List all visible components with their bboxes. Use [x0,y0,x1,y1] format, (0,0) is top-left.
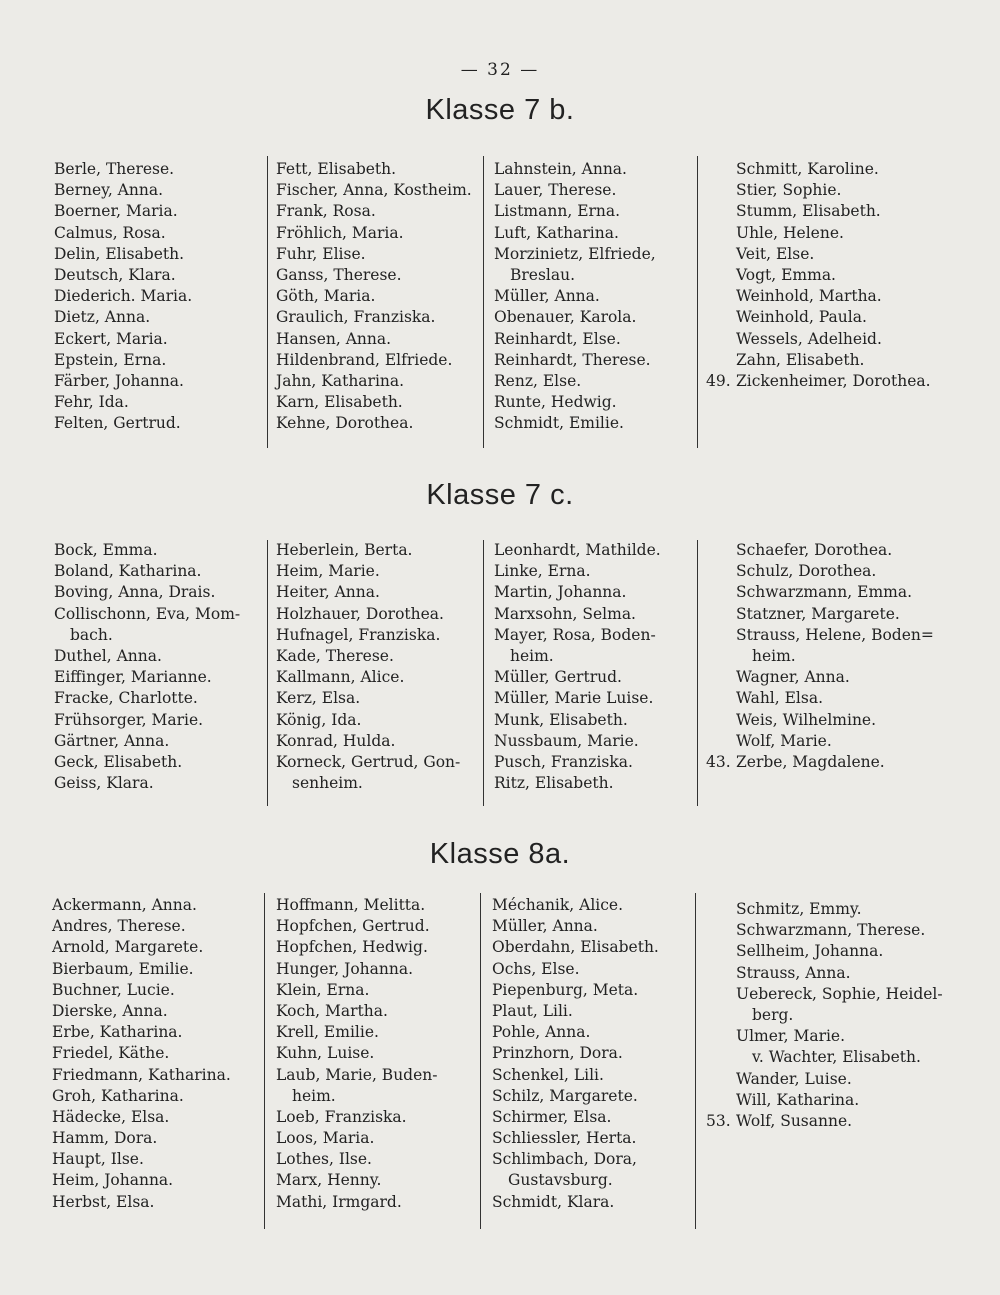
student-entry: Schmitt, Karoline. [736,160,879,178]
student-entry: Frühsorger, Marie. [54,710,204,729]
student-entry: Kerz, Elsa. [276,689,361,708]
name-column [54,540,240,794]
student-entry: Geiss, Klara. [54,774,154,793]
student-entry: Andres, Therese. [52,917,186,936]
student-entry: Reinhardt, Else. [494,329,621,348]
student-entry: senheim. [292,774,363,793]
student-entry: Leonhardt, Mathilde. [494,541,661,559]
student-entry: Schilz, Margarete. [492,1086,638,1105]
student-entry: Kehne, Dorothea. [276,414,414,433]
student-entry: Hildenbrand, Elfriede. [276,350,453,369]
section-title-7c: Klasse 7 c. [426,479,574,511]
student-entry: Lahnstein, Anna. [494,160,627,178]
student-entry: Schmitz, Emmy. [736,900,862,918]
student-entry [706,371,931,392]
name-column [54,159,192,434]
student-entry: Listmann, Erna. [494,202,621,221]
section-title-8a: Klasse 8a. [429,838,571,870]
student-entry: Wahl, Elsa. [736,689,824,708]
student-entry: Haupt, Ilse. [52,1150,144,1169]
student-entry: Mathi, Irmgard. [276,1192,402,1211]
student-entry: heim. [752,646,796,665]
student-entry: Herbst, Elsa. [52,1192,155,1211]
rule-7c-3 [697,540,698,806]
name-column [706,159,931,392]
student-entry: Obenauer, Karola. [494,308,637,327]
student-entry: Hoffmann, Melitta. [276,896,426,914]
student-entry: Vogt, Emma. [736,265,836,284]
student-entry: Jahn, Katharina. [276,371,405,390]
student-entry: Marxsohn, Selma. [494,604,636,623]
student-entry: Berle, Therese. [54,160,175,178]
student-entry: Fracke, Charlotte. [54,689,198,708]
student-entry: Ackermann, Anna. [52,896,197,914]
student-entry: Fischer, Anna, Kostheim. [276,181,472,200]
student-entry: Wolf, Marie. [736,731,832,750]
student-entry: heim. [292,1086,336,1105]
student-entry: Loos, Maria. [276,1129,375,1148]
student-entry: Dietz, Anna. [54,308,151,327]
student-entry: Schulz, Dorothea. [736,562,877,581]
student-entry: Breslau. [510,265,576,284]
student-entry: Gärtner, Anna. [54,731,170,750]
student-entry: Boerner, Maria. [54,202,178,221]
student-entry: Lothes, Ilse. [276,1150,372,1169]
student-entry: Diederich. Maria. [54,287,193,306]
student-entry: Lauer, Therese. [494,181,617,200]
student-entry: Marx, Henny. [276,1171,382,1190]
student-entry: berg. [752,1005,794,1024]
name-column [492,895,659,1213]
student-entry: Hädecke, Elsa. [52,1107,170,1126]
student-entry: Felten, Gertrud. [54,414,181,433]
student-entry: Strauss, Anna. [736,963,851,982]
student-entry: Koch, Martha. [276,1001,388,1020]
page-number: — 32 — [460,60,540,80]
student-entry: Schlimbach, Dora, [492,1150,637,1169]
student-entry: Weinhold, Martha. [736,287,882,306]
name-column [706,540,934,773]
student-entry: Friedel, Käthe. [52,1044,170,1063]
student-entry: Stier, Sophie. [736,181,842,200]
student-entry: Schirmer, Elsa. [492,1107,612,1126]
student-entry: Buchner, Lucie. [52,980,175,999]
rule-7b-1 [267,156,268,448]
name-column [276,159,472,434]
student-entry: Friedmann, Katharina. [52,1065,231,1084]
student-entry: Runte, Hedwig. [494,393,617,412]
student-entry: Ganss, Therese. [276,265,402,284]
student-entry: Strauss, Helene, Boden= [736,625,934,644]
student-entry: Delin, Elisabeth. [54,244,185,263]
student-name: Wolf, Susanne. [736,1111,853,1130]
rule-8a-3 [695,893,696,1229]
student-entry: Nussbaum, Marie. [494,731,639,750]
student-entry: Klein, Erna. [276,980,370,999]
student-entry [706,752,934,773]
class-total: 53. [706,1111,731,1130]
student-entry: Eckert, Maria. [54,329,168,348]
student-entry: Uebereck, Sophie, Heidel- [736,984,943,1003]
student-entry: Ochs, Else. [492,959,580,978]
student-entry: Hunger, Johanna. [276,959,414,978]
student-entry: Martin, Johanna. [494,583,627,602]
student-entry: Müller, Anna. [494,287,600,306]
student-entry: Morzinietz, Elfriede, [494,244,656,263]
rule-7c-2 [483,540,484,806]
student-entry: Hufnagel, Franziska. [276,625,441,644]
name-column [494,540,661,794]
student-entry: Oberdahn, Elisabeth. [492,938,659,957]
class-total: 49. [706,371,731,390]
student-entry: Reinhardt, Therese. [494,350,651,369]
student-entry: Luft, Katharina. [494,223,619,242]
student-entry: Sellheim, Johanna. [736,942,884,961]
student-entry: Stumm, Elisabeth. [736,202,881,221]
rule-8a-1 [264,893,265,1229]
student-entry: Wessels, Adelheid. [736,329,882,348]
rule-7c-1 [267,540,268,806]
student-name: Zickenheimer, Dorothea. [736,371,931,390]
student-entry: Gustavsburg. [508,1171,613,1190]
student-entry: Bierbaum, Emilie. [52,959,194,978]
rule-8a-2 [480,893,481,1229]
student-entry: Fuhr, Elise. [276,244,366,263]
student-entry: Frank, Rosa. [276,202,376,221]
student-entry: Hansen, Anna. [276,329,392,348]
class-total: 43. [706,752,731,771]
student-entry: Berney, Anna. [54,181,164,200]
student-entry: Schaefer, Dorothea. [736,541,893,559]
student-entry: Färber, Johanna. [54,371,184,390]
student-entry: Krell, Emilie. [276,1023,379,1042]
student-entry: Zahn, Elisabeth. [736,350,865,369]
student-entry: Heiter, Anna. [276,583,380,602]
student-entry: Schwarzmann, Emma. [736,583,913,602]
student-entry: Konrad, Hulda. [276,731,396,750]
student-entry: Pohle, Anna. [492,1023,591,1042]
name-column [276,895,438,1213]
student-entry: Graulich, Franziska. [276,308,436,327]
student-entry: Schmidt, Klara. [492,1192,615,1211]
student-entry: Uhle, Helene. [736,223,844,242]
student-entry: Eiffinger, Marianne. [54,668,212,687]
student-entry: Laub, Marie, Buden- [276,1065,438,1084]
student-entry: bach. [70,625,113,644]
student-entry: Boland, Katharina. [54,562,202,581]
student-entry: Renz, Else. [494,371,582,390]
student-entry: Müller, Anna. [492,917,598,936]
student-entry: Ritz, Elisabeth. [494,774,614,793]
student-entry: Schliessler, Herta. [492,1129,637,1148]
student-entry: Müller, Gertrud. [494,668,622,687]
student-entry: Weis, Wilhelmine. [736,710,877,729]
student-entry: Korneck, Gertrud, Gon- [276,752,461,771]
student-entry: Arnold, Margarete. [52,938,204,957]
student-entry: Will, Katharina. [736,1090,860,1109]
student-entry: Statzner, Margarete. [736,604,900,623]
student-entry: Karn, Elisabeth. [276,393,403,412]
student-entry: Fröhlich, Maria. [276,223,404,242]
student-entry: Müller, Marie Luise. [494,689,654,708]
student-entry: Groh, Katharina. [52,1086,184,1105]
student-entry: Collischonn, Eva, Mom- [54,604,241,623]
student-entry [706,1111,943,1132]
student-entry: Heim, Marie. [276,562,380,581]
name-column [276,540,460,794]
student-entry: Mayer, Rosa, Boden- [494,625,656,644]
student-entry: heim. [510,646,554,665]
name-column [706,899,943,1132]
student-entry: Pusch, Franziska. [494,752,633,771]
student-entry: Epstein, Erna. [54,350,167,369]
student-entry: König, Ida. [276,710,362,729]
student-entry: Erbe, Katharina. [52,1023,183,1042]
student-entry: Schmidt, Emilie. [494,414,624,433]
student-entry: Weinhold, Paula. [736,308,867,327]
student-entry: Ulmer, Marie. [736,1027,846,1046]
name-column [494,159,656,434]
student-entry: Boving, Anna, Drais. [54,583,216,602]
student-entry: Wagner, Anna. [736,668,850,687]
student-entry: Linke, Erna. [494,562,591,581]
rule-7b-2 [483,156,484,448]
student-entry: Heim, Johanna. [52,1171,174,1190]
student-entry: Duthel, Anna. [54,646,162,665]
student-entry: Calmus, Rosa. [54,223,166,242]
student-entry: Piepenburg, Meta. [492,980,639,999]
student-entry: Munk, Elisabeth. [494,710,628,729]
student-entry: Plaut, Lili. [492,1001,573,1020]
student-entry: Hopfchen, Gertrud. [276,917,430,936]
student-entry: Kallmann, Alice. [276,668,405,687]
student-entry: Dierske, Anna. [52,1001,168,1020]
student-entry: Deutsch, Klara. [54,265,176,284]
student-entry: Kade, Therese. [276,646,394,665]
student-entry: Hamm, Dora. [52,1129,158,1148]
student-entry: Holzhauer, Dorothea. [276,604,444,623]
student-entry: Bock, Emma. [54,541,158,559]
student-entry: Méchanik, Alice. [492,896,624,914]
student-entry: Schenkel, Lili. [492,1065,604,1084]
name-column [52,895,231,1213]
student-entry: Wander, Luise. [736,1069,852,1088]
student-entry: Heberlein, Berta. [276,541,413,559]
student-entry: Kuhn, Luise. [276,1044,375,1063]
student-entry: Loeb, Franziska. [276,1107,407,1126]
student-entry: Hopfchen, Hedwig. [276,938,428,957]
student-entry: Fehr, Ida. [54,393,129,412]
student-entry: Göth, Maria. [276,287,376,306]
student-name: Zerbe, Magdalene. [736,752,885,771]
section-title-7b: Klasse 7 b. [425,94,575,126]
student-entry: Prinzhorn, Dora. [492,1044,623,1063]
rule-7b-3 [697,156,698,448]
student-entry: Fett, Elisabeth. [276,160,397,178]
student-entry: v. Wachter, Elisabeth. [752,1048,921,1067]
student-entry: Schwarzmann, Therese. [736,921,926,940]
student-entry: Veit, Else. [736,244,815,263]
student-entry: Geck, Elisabeth. [54,752,183,771]
